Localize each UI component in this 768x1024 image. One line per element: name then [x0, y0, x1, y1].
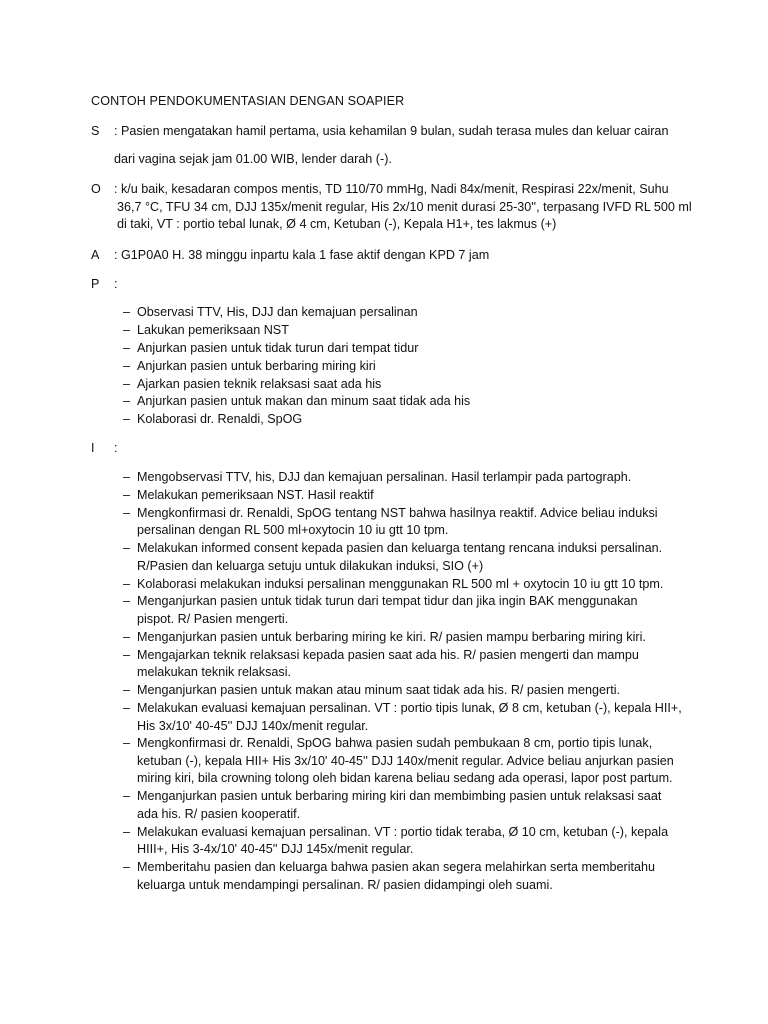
implementation-list-item — [123, 859, 693, 894]
plan-list — [123, 304, 693, 429]
section-i-body — [114, 440, 674, 458]
plan-item-text: Kolaborasi dr. Renaldi, SpOG — [137, 412, 303, 427]
implementation-list-item — [123, 788, 693, 823]
implementation-item-line: ada his. R/ pasien kooperatif. — [137, 806, 301, 821]
list-dash: – — [123, 683, 131, 698]
list-dash: – — [123, 736, 131, 751]
implementation-item-line: HIII+, His 3-4x/10' 40-45'' DJJ 145x/menit regular. — [137, 842, 414, 857]
list-dash: – — [123, 505, 131, 520]
implementation-item-line: persalinan dengan RL 500 ml+oxytocin 10 iu gtt 10 tpm. — [137, 523, 449, 538]
section-a-body — [114, 247, 674, 265]
implementation-list-item — [123, 700, 693, 735]
implementation-list-item — [123, 469, 693, 487]
implementation-item-line: Menganjurkan pasien untuk berbaring miring kiri dan membimbing pasien untuk relaksasi saat — [137, 789, 662, 804]
plan-item-text: Anjurkan pasien untuk tidak turun dari tempat tidur — [137, 340, 419, 355]
list-dash: – — [123, 824, 131, 839]
list-dash: – — [123, 594, 131, 609]
list-dash: – — [123, 358, 131, 373]
implementation-item-line: Memberitahu pasien dan keluarga bahwa pasien akan segera melahirkan serta memberitahu — [137, 860, 656, 875]
plan-list-item — [123, 376, 693, 394]
implementation-list-item — [123, 505, 693, 540]
section-o-line: : k/u baik, kesadaran compos mentis, TD 110/70 mmHg, Nadi 84x/menit, Respirasi 22x/menit, Suhu — [114, 182, 669, 196]
plan-item-text: Anjurkan pasien untuk makan dan minum saat tidak ada his — [137, 394, 471, 409]
list-dash: – — [123, 412, 131, 427]
plan-list-item — [123, 340, 693, 358]
section-letter-i: I — [91, 441, 95, 455]
list-dash: – — [123, 629, 131, 644]
implementation-item-line: Mengkonfirmasi dr. Renaldi, SpOG tentang NST bahwa hasilnya reaktif. Advice beliau induksi — [137, 505, 658, 520]
document-title: CONTOH PENDOKUMENTASIAN DENGAN SOAPIER — [91, 94, 405, 108]
list-dash: – — [123, 394, 131, 409]
plan-item-text: Lakukan pemeriksaan NST — [137, 322, 289, 337]
implementation-list-item — [123, 540, 693, 575]
list-dash: – — [123, 305, 131, 319]
list-dash: – — [123, 340, 131, 355]
plan-list-item — [123, 358, 693, 376]
implementation-item-line: ketuban (-), kepala HII+ His 3x/10' 40-45'' DJJ 140x/menit regular. Advice beliau anjurkan pasien — [137, 753, 674, 768]
list-dash: – — [123, 789, 131, 804]
implementation-item-line: Melakukan evaluasi kemajuan persalinan. VT : portio tipis lunak, Ø 8 cm, ketuban (-), kepala HII+, — [137, 701, 682, 716]
implementation-list-item — [123, 576, 693, 594]
implementation-item-line: melakukan teknik relaksasi. — [137, 665, 291, 680]
implementation-item-line: Menganjurkan pasien untuk makan atau minum saat tidak ada his. R/ pasien mengerti. — [137, 683, 621, 698]
implementation-list-item — [123, 487, 693, 505]
section-s-body-cont — [114, 151, 674, 169]
list-dash: – — [123, 376, 131, 391]
section-a-line: : G1P0A0 H. 38 minggu inpartu kala 1 fase aktif dengan KPD 7 jam — [114, 248, 490, 262]
list-dash: – — [123, 322, 131, 337]
implementation-list-item — [123, 824, 693, 859]
implementation-item-line: Mengkonfirmasi dr. Renaldi, SpOG bahwa pasien sudah pembukaan 8 cm, portio tipis lunak, — [137, 736, 653, 751]
implementation-list — [123, 469, 693, 894]
section-o-line: di taki, VT : portio tebal lunak, Ø 4 cm, Ketuban (-), Kepala H1+, tes lakmus (+) — [117, 217, 557, 231]
list-dash: – — [123, 541, 131, 556]
section-p-colon: : — [114, 277, 118, 291]
implementation-item-line: R/Pasien dan keluarga setuju untuk dilakukan induksi, SIO (+) — [137, 558, 484, 573]
section-s-body — [114, 123, 674, 141]
implementation-item-line: His 3x/10' 40-45'' DJJ 140x/menit regular. — [137, 718, 369, 733]
section-s-line: dari vagina sejak jam 01.00 WIB, lender darah (-). — [114, 152, 392, 166]
implementation-item-line: Mengajarkan teknik relaksasi kepada pasien saat ada his. R/ pasien mengerti dan mampu — [137, 647, 639, 662]
section-letter-p: P — [91, 277, 100, 291]
list-dash: – — [123, 647, 131, 662]
implementation-item-line: Kolaborasi melakukan induksi persalinan menggunakan RL 500 ml + oxytocin 10 iu gtt 10 tpm. — [137, 576, 664, 591]
implementation-item-line: Menganjurkan pasien untuk tidak turun dari tempat tidur dan jika ingin BAK menggunakan — [137, 594, 638, 609]
list-dash: – — [123, 470, 131, 484]
list-dash: – — [123, 701, 131, 716]
list-dash: – — [123, 576, 131, 591]
section-o-body — [114, 181, 692, 234]
section-letter-o: O — [91, 182, 101, 196]
list-dash: – — [123, 860, 131, 875]
implementation-list-item — [123, 682, 693, 700]
implementation-item-line: miring kiri, bila crowning tolong oleh bidan karena beliau sedang ada operasi, lapor post partum. — [137, 771, 673, 786]
plan-item-text: Observasi TTV, His, DJJ dan kemajuan persalinan — [137, 305, 418, 319]
plan-list-item — [123, 304, 693, 322]
implementation-item-line: Melakukan informed consent kepada pasien dan keluarga tentang rencana induksi persalinan. — [137, 541, 663, 556]
implementation-item-line: Menganjurkan pasien untuk berbaring miring ke kiri. R/ pasien mampu berbaring miring kiri. — [137, 629, 646, 644]
list-dash: – — [123, 487, 131, 502]
implementation-list-item — [123, 735, 693, 788]
plan-list-item — [123, 322, 693, 340]
section-letter-a: A — [91, 248, 100, 262]
implementation-list-item — [123, 629, 693, 647]
section-s-line: : Pasien mengatakan hamil pertama, usia kehamilan 9 bulan, sudah terasa mules dan keluar cairan — [114, 124, 669, 138]
implementation-item-line: pispot. R/ Pasien mengerti. — [137, 611, 289, 626]
section-o-line: 36,7 °C, TFU 34 cm, DJJ 135x/menit regular, His 2x/10 menit durasi 25-30'', terpasang IVFD RL 500 ml — [117, 199, 692, 214]
implementation-item-line: Mengobservasi TTV, his, DJJ dan kemajuan persalinan. Hasil terlampir pada partograph. — [137, 470, 632, 484]
plan-item-text: Anjurkan pasien untuk berbaring miring kiri — [137, 358, 376, 373]
section-letter-s: S — [91, 124, 100, 138]
implementation-item-line: Melakukan evaluasi kemajuan persalinan. VT : portio tidak teraba, Ø 10 cm, ketuban (-), kepala — [137, 824, 669, 839]
implementation-list-item — [123, 647, 693, 682]
implementation-list-item — [123, 593, 693, 628]
plan-item-text: Ajarkan pasien teknik relaksasi saat ada his — [137, 376, 382, 391]
plan-list-item — [123, 393, 693, 411]
implementation-item-line: Melakukan pemeriksaan NST. Hasil reaktif — [137, 487, 374, 502]
section-p-body — [114, 276, 674, 294]
plan-list-item — [123, 411, 693, 429]
section-i-colon: : — [114, 441, 118, 455]
implementation-item-line: keluarga untuk mendampingi persalinan. R/ pasien didampingi oleh suami. — [137, 877, 553, 892]
